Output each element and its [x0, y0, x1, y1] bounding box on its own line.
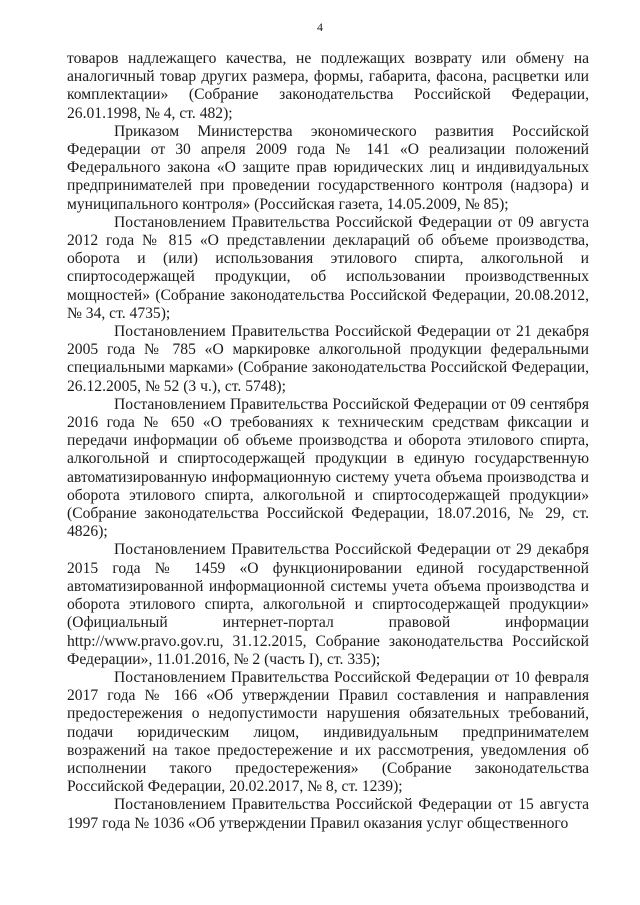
paragraph-decree-650: Постановлением Правительства Российской Федерации от 09 сентября 2016 года № 650 «О требованиях к техническим средствам фиксации и передачи информации об объеме производства и оборота этилового спирта, алкогольной и спиртосодержащей продукции в единую государственную автоматизированную информационную систему учета объема производства и оборота этилового спирта, алкогольной и спиртосодержащей продукции» (Собрание законодательства Российской Федерации, 18.07.2016, № 29, ст. 4826); [67, 395, 589, 541]
paragraph-decree-815: Постановлением Правительства Российской Федерации от 09 августа 2012 года № 815 «О представлении деклараций об объеме производства, оборота и (или) использования этилового спирта, алкогольной и спиртосодержащей продукции, об использовании производственных мощностей» (Собрание законодательства Российской Федерации, 20.08.2012, № 34, ст. 4735); [67, 213, 589, 322]
paragraph-continuation: товаров надлежащего качества, не подлежащих возврату или обмену на аналогичный товар других размера, формы, габарита, фасона, расцветки или комплектации» (Собрание законодательства Российской Федерации, 26.01.1998, № 4, ст. 482); [67, 50, 589, 122]
document-body [67, 50, 589, 833]
paragraph-decree-1036: Постановлением Правительства Российской Федерации от 15 августа 1997 года № 1036 «Об утверждении Правил оказания услуг общественного [67, 796, 589, 832]
paragraph-order-141: Приказом Министерства экономического развития Российской Федерации от 30 апреля 2009 года № 141 «О реализации положений Федерального закона «О защите прав юридических лиц и индивидуальных предпринимателей при проведении государственного контроля (надзора) и муниципального контроля» (Российская газета, 14.05.2009, № 85); [67, 122, 589, 213]
paragraph-decree-166: Постановлением Правительства Российской Федерации от 10 февраля 2017 года № 166 «Об утверждении Правил составления и направления предостережения о недопустимости нарушения обязательных требований, подачи юридическим лицом, индивидуальным предпринимателем возражений на такое предостережение и их рассмотрения, уведомления об исполнении такого предостережения» (Собрание законодательства Российской Федерации, 20.02.2017, № 8, ст. 1239); [67, 668, 589, 796]
page-number: 4 [317, 20, 323, 34]
paragraph-decree-785: Постановлением Правительства Российской Федерации от 21 декабря 2005 года № 785 «О маркировке алкогольной продукции федеральными специальными марками» (Собрание законодательства Российской Федерации, 26.12.2005, № 52 (3 ч.), ст. 5748); [67, 323, 589, 395]
paragraph-decree-1459: Постановлением Правительства Российской Федерации от 29 декабря 2015 года № 1459 «О функционировании единой государственной автоматизированной информационной системы учета объема производства и оборота этилового спирта, алкогольной и спиртосодержащей продукции» (Официальный интернет-портал правовой информации http://www.pravo.gov.ru, 31.12.2015, Собрание законодательства Российской Федерации», 11.01.2016, № 2 (часть I), ст. 335); [67, 541, 589, 668]
